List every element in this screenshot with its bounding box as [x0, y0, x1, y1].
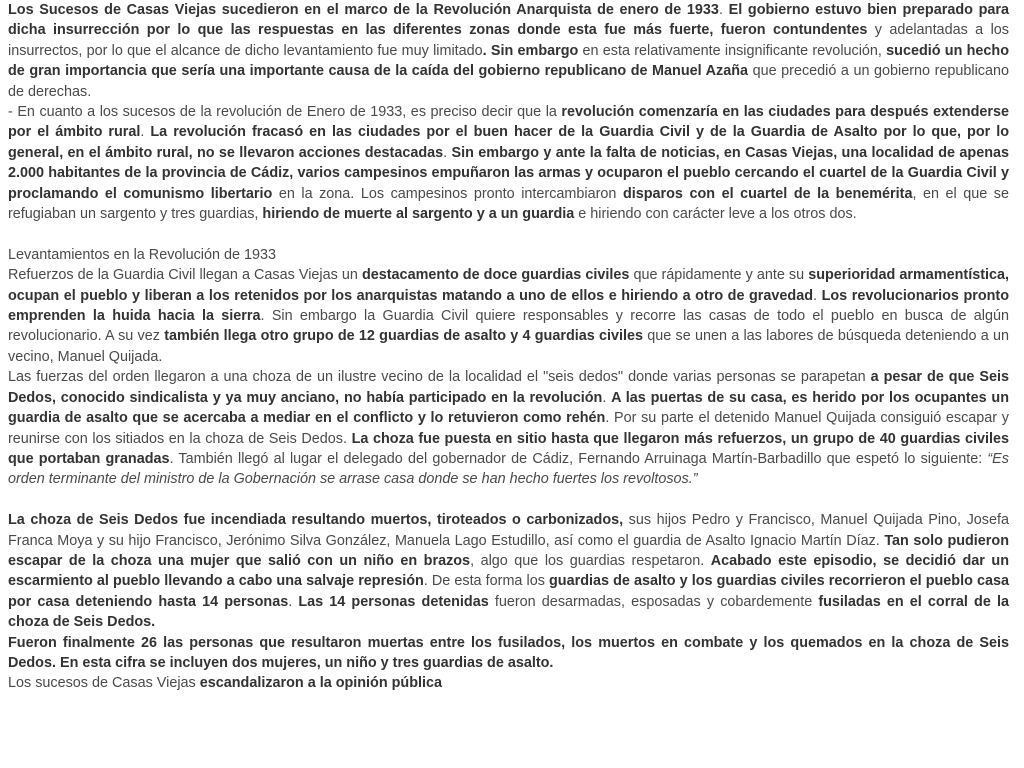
blank-line [8, 224, 1009, 244]
text-run: . [443, 144, 452, 161]
bold-text-run: Acabado este episodio, se decidió dar un escarmiento al pueblo llevando a cabo una salvaje represión [8, 552, 1009, 590]
text-run: . [140, 124, 151, 141]
text-run: , algo que los guardias respetaron. [470, 552, 711, 569]
paragraph [8, 245, 1009, 265]
text-run: Levantamientos en la Revolución de 1933 [8, 246, 277, 263]
text-run: Refuerzos de la Guardia Civil llegan a Casas Viejas un [8, 267, 362, 284]
bold-text-run: El gobierno estuvo bien preparado para dicha insurrección por lo que las respuestas en las diferentes zonas donde esta fue más fuerte, fueron contundentes [8, 2, 1009, 39]
paragraph [8, 265, 1009, 367]
text-run: que rápidamente y ante su [629, 267, 809, 284]
text-run: fueron desarmadas, esposadas y cobardemente [488, 593, 819, 610]
paragraph [8, 633, 1009, 674]
bold-text-run: a pesar de que Seis Dedos, conocido sindicalista y ya muy anciano, no había participado en la revolución [8, 369, 1009, 406]
italic-quote-run: “Es orden terminante del ministro de la Gobernación se arrase casa donde se han hecho fuertes los revoltosos.” [8, 450, 1009, 488]
bold-text-run: superioridad armamentística, ocupan el pueblo y liberan a los retenidos por los anarquistas matando a uno de ellos e hiriendo a otro de gravedad [8, 267, 1009, 304]
bold-text-run: Sin embargo y ante la falta de noticias, en Casas Viejas, una localidad de apenas 2.000 habitantes de la provincia de Cádiz, varios campesinos empuñaron las armas y ocuparon el pueblo cercando el cuartel de la Guardia Civil y proclamando el comunismo libertario [8, 144, 1009, 202]
bold-text-run: revolución comenzaría en las ciudades para después extenderse por el ámbito rural [8, 104, 1009, 141]
text-run: y adelantadas a los insurrectos, por lo que el alcance de dicho levantamiento fue muy limitado [8, 22, 1009, 59]
bold-text-run: Los revolucionarios pronto emprenden la huida hacia la sierra [8, 287, 1009, 325]
bold-text-run: A las puertas de su casa, es herido por los ocupantes un guardia de asalto que se acercaba a mediar en el conflicto y lo retuvieron como rehén [8, 389, 1009, 427]
text-run: e hiriendo con carácter leve a los otros dos. [574, 206, 857, 223]
text-run: en esta relativamente insignificante revolución, [578, 42, 887, 59]
bold-text-run: . Sin embargo [482, 42, 579, 59]
text-run: . [288, 593, 299, 610]
paragraph [8, 0, 1009, 102]
text-run: sus hijos Pedro y Francisco, Manuel Quijada Pino, Josefa Franca Moya y su hijo Francisco, Jerónimo Silva González, Manuela Lago Estudillo, así como el guardia de Asalto Ignacio Martín Díaz. [8, 512, 1009, 549]
bold-text-run: disparos con el cuartel de la benemérita [622, 185, 913, 202]
text-run: . [718, 2, 729, 18]
text-run: en la zona. Los campesinos pronto intercambiaron [272, 185, 623, 202]
text-run: . De esta forma los [423, 573, 550, 590]
text-run: - En cuanto a los sucesos de la revolución de Enero de 1933, es preciso decir que la [8, 104, 562, 121]
paragraph [8, 510, 1009, 632]
text-run: . [813, 287, 822, 304]
paragraph [8, 367, 1009, 489]
bold-text-run: hiriendo de muerte al sargento y a un guardia [262, 206, 575, 223]
bold-text-run: Los Sucesos de Casas Viejas sucedieron en el marco de la Revolución Anarquista de enero de 1933 [8, 2, 719, 18]
bold-text-run: guardias de asalto y los guardias civiles recorrieron el pueblo casa por casa deteniendo hasta 14 personas [8, 573, 1009, 610]
text-run: que precedió a un gobierno republicano de derechas. [8, 63, 1009, 100]
bold-text-run: también llega otro grupo de 12 guardias de asalto y 4 guardias civiles [164, 328, 644, 345]
bold-text-run: La choza fue puesta en sitio hasta que llegaron más refuerzos, un grupo de 40 guardias civiles que portaban granadas [8, 430, 1009, 467]
document-body [8, 0, 1009, 694]
bold-text-run: La choza de Seis Dedos fue incendiada resultando muertos, tiroteados o carbonizados, [8, 512, 624, 529]
blank-line [8, 490, 1009, 510]
bold-text-run: Fueron finalmente 26 las personas que resultaron muertas entre los fusilados, los muertos en combate y los quemados en la choza de Seis Dedos. En esta cifra se incluyen dos mujeres, un niño y tres guardias de asalto. [8, 634, 1009, 671]
text-run: . Sin embargo la Guardia Civil quiere responsables y recorre las casas de todo el pueblo en busca de algún revolucionario. A su vez [8, 308, 1009, 345]
text-run: Las fuerzas del orden llegaron a una choza de un ilustre vecino de la localidad el "seis dedos" donde varias personas se parapetan [8, 369, 871, 386]
paragraph [8, 102, 1009, 224]
bold-text-run: destacamento de doce guardias civiles [361, 267, 630, 284]
text-run: . Por su parte el detenido Manuel Quijada consiguió escapar y reunirse con los sitiados en la choza de Seis Dedos. [8, 410, 1009, 447]
text-run: . [602, 389, 612, 406]
bold-text-run: Tan solo pudieron escapar de la choza una mujer que salió con un niño en brazos [8, 532, 1009, 569]
bold-text-run: sucedió un hecho de gran importancia que sería una importante causa de la caída del gobierno republicano de Manuel Azaña [8, 42, 1009, 80]
text-run: . También llegó al lugar el delegado del gobernador de Cádiz, Fernando Arruinaga Martín-Barbadillo que espetó lo siguiente: [169, 450, 988, 467]
paragraph [8, 673, 1009, 693]
text-run: que se unen a las labores de búsqueda deteniendo a un vecino, Manuel Quijada. [8, 328, 1010, 365]
text-run: , en el que se refugiaban un sargento y tres guardias, [8, 185, 1010, 223]
bold-text-run: escandalizaron a la opinión pública [199, 675, 443, 692]
bold-text-run: fusiladas en el corral de la choza de Seis Dedos. [8, 593, 1009, 631]
bold-text-run: La revolución fracasó en las ciudades por el buen hacer de la Guardia Civil y de la Guardia de Asalto por lo que, por lo general, en el ámbito rural, no se llevaron acciones destacadas [8, 124, 1010, 161]
text-run: Los sucesos de Casas Viejas [8, 675, 200, 692]
bold-text-run: Las 14 personas detenidas [298, 593, 489, 610]
